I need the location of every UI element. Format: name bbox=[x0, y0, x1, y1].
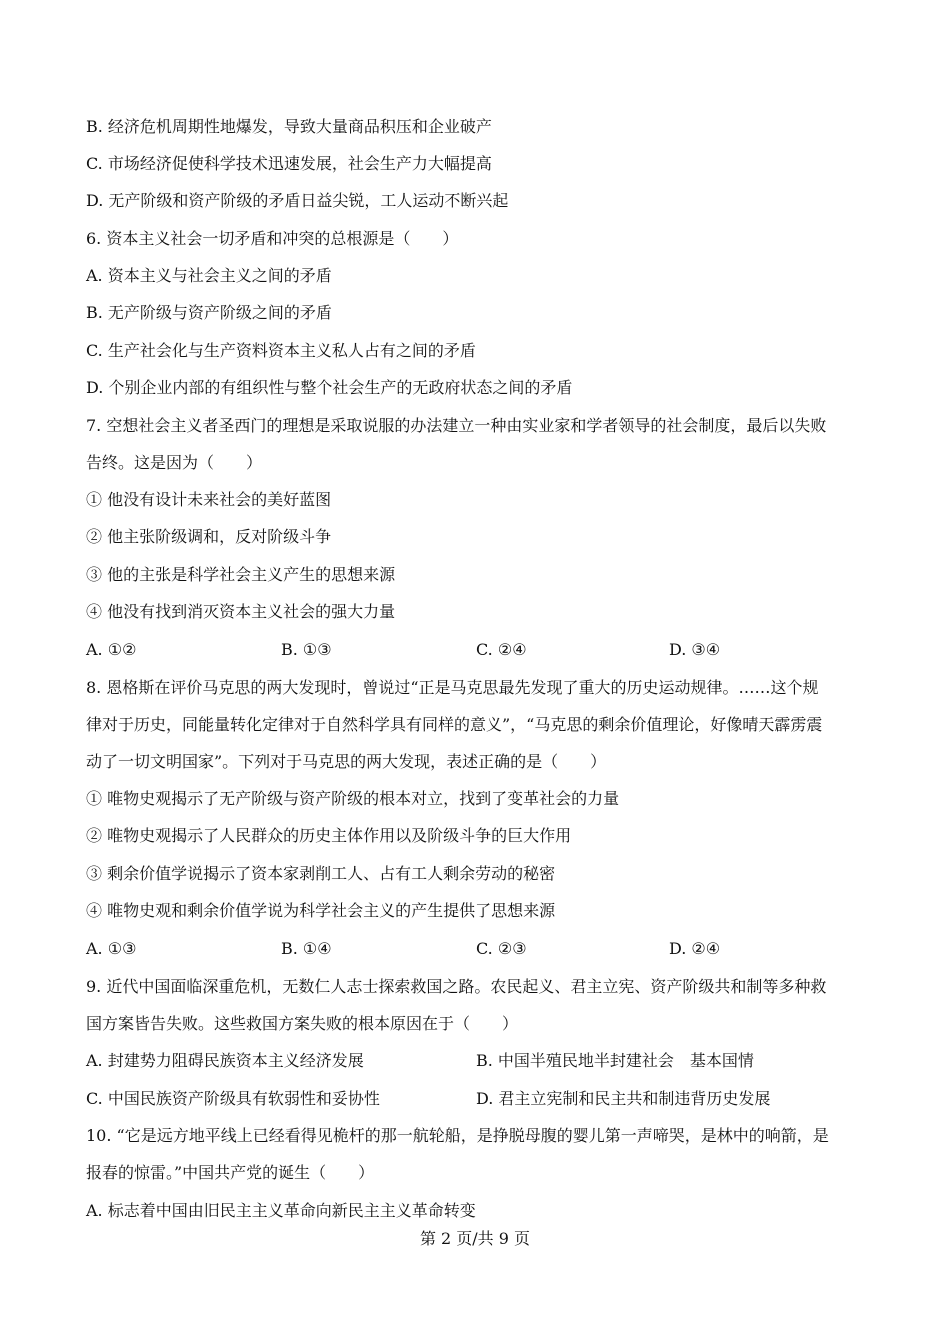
q8-stem-line3: 动了一切文明国家”。下列对于马克思的两大发现，表述正确的是（ ） bbox=[86, 752, 607, 771]
q8-statement-1: ① 唯物史观揭示了无产阶级与资产阶级的根本对立，找到了变革社会的力量 bbox=[86, 789, 620, 808]
q7-option-b: B. ①③ bbox=[281, 640, 332, 659]
q7-stem-line2: 告终。这是因为（ ） bbox=[86, 453, 263, 472]
q9-option-d: D. 君主立宪制和民主共和制违背历史发展 bbox=[476, 1089, 771, 1108]
q6-stem: 6. 资本主义社会一切矛盾和冲突的总根源是（ ） bbox=[86, 229, 459, 248]
q7-statement-2: ② 他主张阶级调和，反对阶级斗争 bbox=[86, 527, 332, 546]
page-number-footer: 第 2 页/共 9 页 bbox=[419, 1229, 531, 1248]
q7-statement-4: ④ 他没有找到消灭资本主义社会的强大力量 bbox=[86, 602, 396, 621]
q8-statement-2: ② 唯物史观揭示了人民群众的历史主体作用以及阶级斗争的巨大作用 bbox=[86, 826, 572, 845]
q8-statement-4: ④ 唯物史观和剩余价值学说为科学社会主义的产生提供了思想来源 bbox=[86, 901, 556, 920]
q7-statement-1: ① 他没有设计未来社会的美好蓝图 bbox=[86, 490, 332, 509]
q10-option-a: A. 标志着中国由旧民主主义革命向新民主主义革命转变 bbox=[86, 1201, 476, 1220]
q6-option-b: B. 无产阶级与资产阶级之间的矛盾 bbox=[86, 303, 332, 322]
q8-stem-line1: 8. 恩格斯在评价马克思的两大发现时，曾说过“正是马克思最先发现了重大的历史运动规律。……这个规 bbox=[86, 678, 819, 697]
q8-stem-line2: 律对于历史，同能量转化定律对于自然科学具有同样的意义”，“马克思的剩余价值理论，好像晴天霹雳震 bbox=[86, 715, 823, 734]
q7-option-d: D. ③④ bbox=[669, 640, 721, 659]
q6-option-c: C. 生产社会化与生产资料资本主义私人占有之间的矛盾 bbox=[86, 341, 476, 360]
q9-stem-line1: 9. 近代中国面临深重危机，无数仁人志士探索救国之路。农民起义、君主立宪、资产阶级共和制等多种救 bbox=[86, 977, 827, 996]
q8-option-d: D. ②④ bbox=[669, 939, 721, 958]
q5-option-c: C. 市场经济促使科学技术迅速发展，社会生产力大幅提高 bbox=[86, 154, 492, 173]
q8-option-c: C. ②③ bbox=[476, 939, 527, 958]
q5-option-d: D. 无产阶级和资产阶级的矛盾日益尖锐，工人运动不断兴起 bbox=[86, 191, 509, 210]
q8-option-b: B. ①④ bbox=[281, 939, 332, 958]
q6-option-a: A. 资本主义与社会主义之间的矛盾 bbox=[86, 266, 332, 285]
q7-stem-line1: 7. 空想社会主义者圣西门的理想是采取说服的办法建立一种由实业家和学者领导的社会制度，最后以失败 bbox=[86, 416, 827, 435]
q7-option-a: A. ①② bbox=[86, 640, 137, 659]
q8-option-a: A. ①③ bbox=[86, 939, 137, 958]
q7-option-c: C. ②④ bbox=[476, 640, 527, 659]
q10-stem-line2: 报春的惊雷。”中国共产党的诞生（ ） bbox=[86, 1163, 375, 1182]
q9-stem-line2: 国方案皆告失败。这些救国方案失败的根本原因在于（ ） bbox=[86, 1014, 519, 1033]
q9-option-c: C. 中国民族资产阶级具有软弱性和妥协性 bbox=[86, 1089, 380, 1108]
q9-option-a: A. 封建势力阻碍民族资本主义经济发展 bbox=[86, 1051, 364, 1070]
q7-statement-3: ③ 他的主张是科学社会主义产生的思想来源 bbox=[86, 565, 396, 584]
q10-stem-line1: 10. “它是远方地平线上已经看得见桅杆的那一航轮船，是挣脱母腹的婴儿第一声啼哭，是林中的响箭，是 bbox=[86, 1126, 829, 1145]
q5-option-b: B. 经济危机周期性地爆发，导致大量商品积压和企业破产 bbox=[86, 117, 492, 136]
q6-option-d: D. 个别企业内部的有组织性与整个社会生产的无政府状态之间的矛盾 bbox=[86, 378, 573, 397]
q8-statement-3: ③ 剩余价值学说揭示了资本家剥削工人、占有工人剩余劳动的秘密 bbox=[86, 864, 556, 883]
q9-option-b: B. 中国半殖民地半封建社会 基本国情 bbox=[476, 1051, 754, 1070]
